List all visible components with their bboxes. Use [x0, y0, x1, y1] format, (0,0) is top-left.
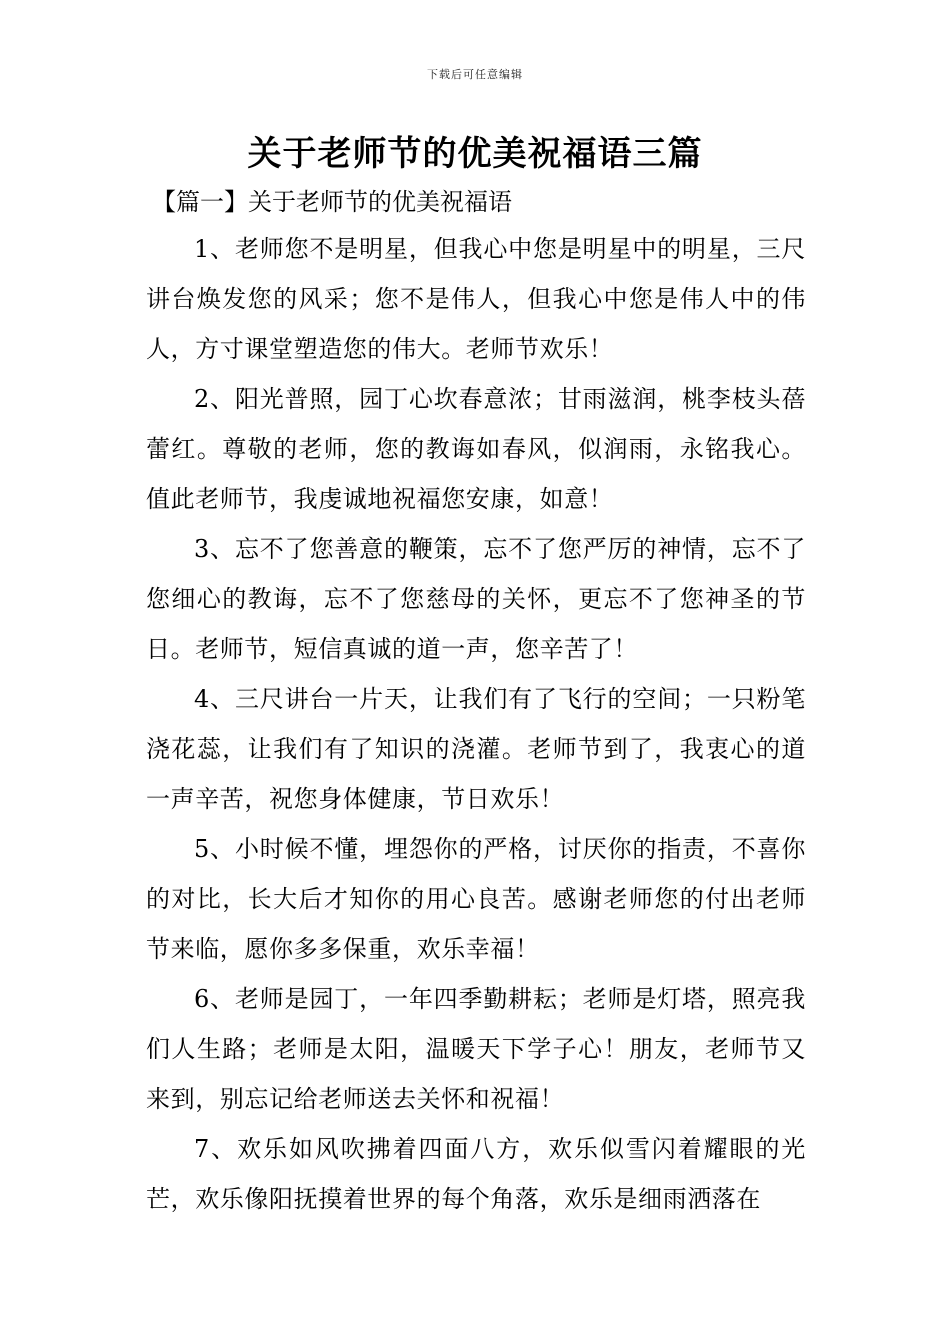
document-title: 关于老师节的优美祝福语三篇: [247, 134, 703, 174]
paragraph: 2、阳光普照，园丁心坎春意浓；甘雨滋润，桃李枝头蓓蕾红。尊敬的老师，您的教诲如春风，似润雨，永铭我心。值此老师节，我虔诚地祝福您安康，如意！: [146, 385, 806, 513]
paragraph: 5、小时候不懂，埋怨你的严格，讨厌你的指责，不喜你的对比，长大后才知你的用心良苦。感谢老师您的付出老师节来临，愿你多多保重，欢乐幸福！: [146, 835, 806, 963]
section-heading: 【篇一】关于老师节的优美祝福语: [152, 188, 512, 216]
paragraph: 1、老师您不是明星，但我心中您是明星中的明星，三尺讲台焕发您的风采；您不是伟人，但我心中您是伟人中的伟人，方寸课堂塑造您的伟大。老师节欢乐！: [146, 235, 806, 363]
body-text: [146, 224, 806, 1224]
header-note: 下载后可任意编辑: [427, 68, 523, 81]
paragraph: 6、老师是园丁，一年四季勤耕耘；老师是灯塔，照亮我们人生路；老师是太阳，温暖天下学子心！朋友，老师节又来到，别忘记给老师送去关怀和祝福！: [146, 985, 806, 1113]
paragraph: 7、欢乐如风吹拂着四面八方，欢乐似雪闪着耀眼的光芒，欢乐像阳抚摸着世界的每个角落，欢乐是细雨洒落在: [146, 1135, 806, 1213]
paragraph: 3、忘不了您善意的鞭策，忘不了您严厉的神情，忘不了您细心的教诲，忘不了您慈母的关怀，更忘不了您神圣的节日。老师节，短信真诚的道一声，您辛苦了！: [146, 535, 806, 663]
paragraph: 4、三尺讲台一片天，让我们有了飞行的空间；一只粉笔浇花蕊，让我们有了知识的浇灌。老师节到了，我衷心的道一声辛苦，祝您身体健康，节日欢乐！: [146, 685, 806, 813]
